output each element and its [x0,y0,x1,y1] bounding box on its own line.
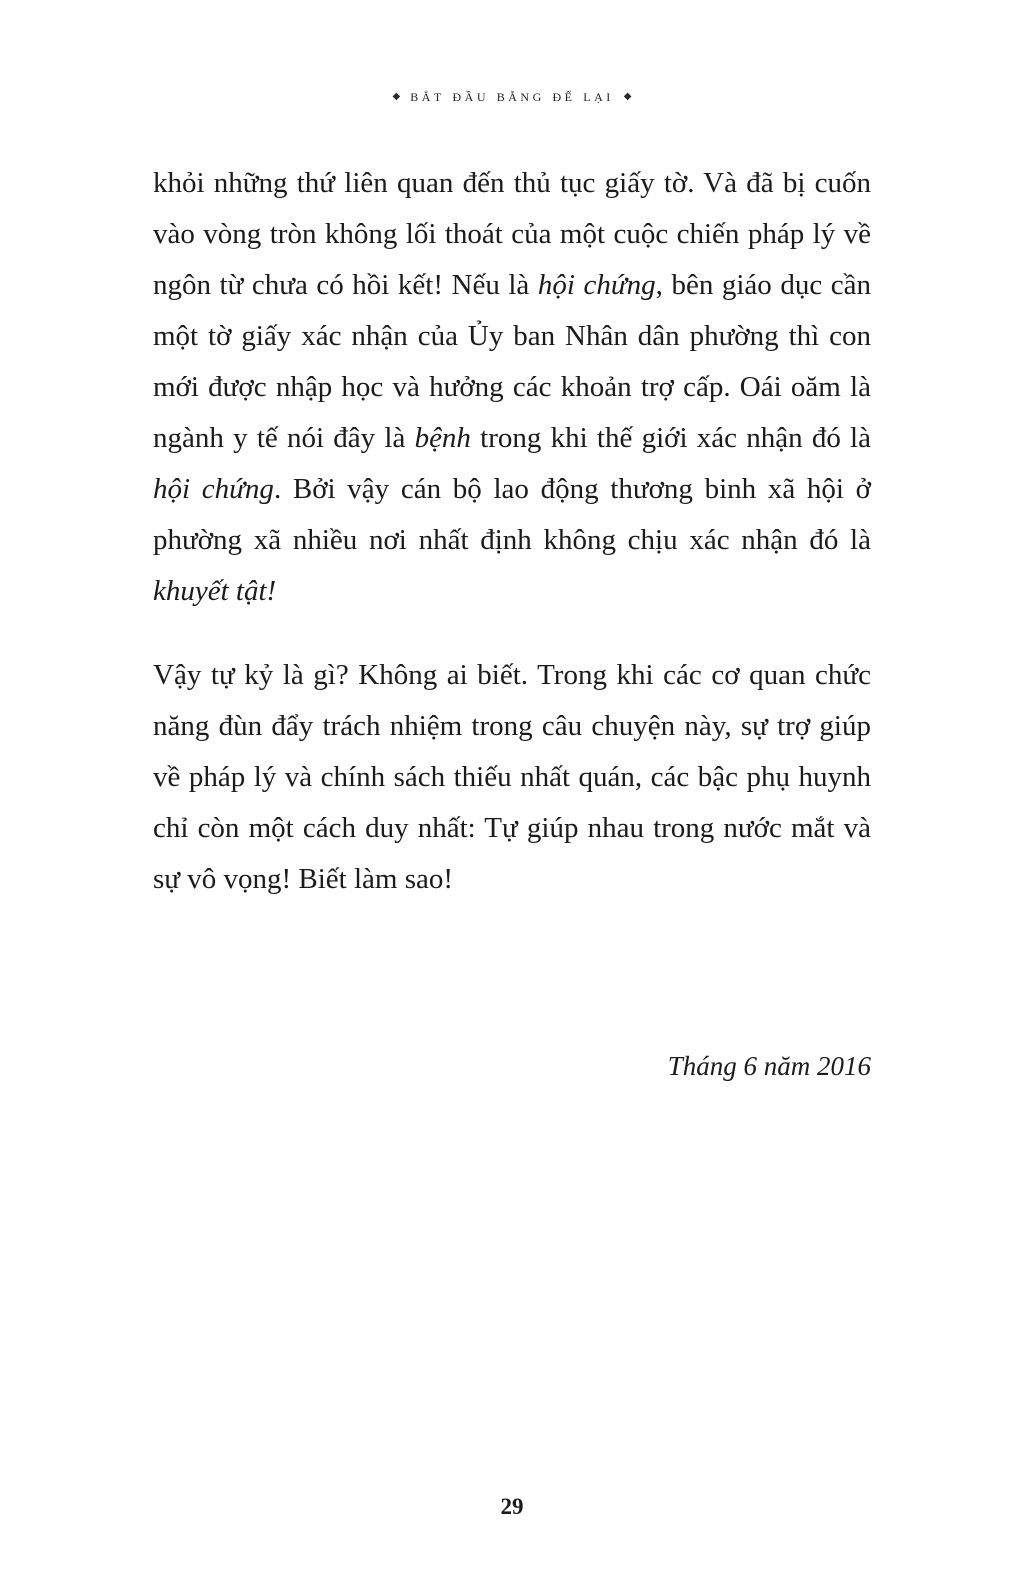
diamond-ornament-left-icon: ◆ [392,91,401,102]
running-header [0,86,1024,106]
text-run: trong khi thế giới xác nhận đó là [470,422,871,454]
text-run: Vậy tự kỷ là gì? Không ai biết. Trong khi các cơ quan chức năng đùn đẩy trách nhiệm trong câu chuyện này, sự trợ giúp về pháp lý và chính sách thiếu nhất quán, các bậc phụ huynh chỉ còn một cách duy nhất: Tự giúp nhau trong nước mắt và sự vô vọng! Biết làm sao! [153,659,871,895]
date-line: Tháng 6 năm 2016 [667,1051,871,1081]
page-number: 29 [500,1494,524,1519]
paragraph [153,650,871,905]
text-run: , bên giáo dục cần một tờ giấy xác nhận của Ủy ban Nhân dân phường thì con mới được nhập học và hưởng các khoản trợ cấp. Oái oăm là ngành y tế nói đây là [153,269,871,454]
italic-text-run: hội chứng [153,473,274,505]
text-run: khỏi những thứ liên quan đến thủ tục giấy tờ. Và đã bị cuốn vào vòng tròn không lối thoát của một cuộc chiến pháp lý về ngôn từ chưa có hồi kết! Nếu là [153,167,871,301]
italic-text-run: bệnh [414,422,471,454]
body-paragraphs [153,158,871,938]
text-run: . Bởi vậy cán bộ lao động thương binh xã hội ở phường xã nhiều nơi nhất định không chịu xác nhận đó là [153,473,871,556]
italic-text-run: hội chứng [537,269,656,301]
diamond-ornament-right-icon: ◆ [623,91,632,102]
running-header-title: bắt đầu bằng để lại [410,86,614,105]
italic-text-run: khuyết tật! [153,575,277,607]
paragraph [153,158,871,617]
